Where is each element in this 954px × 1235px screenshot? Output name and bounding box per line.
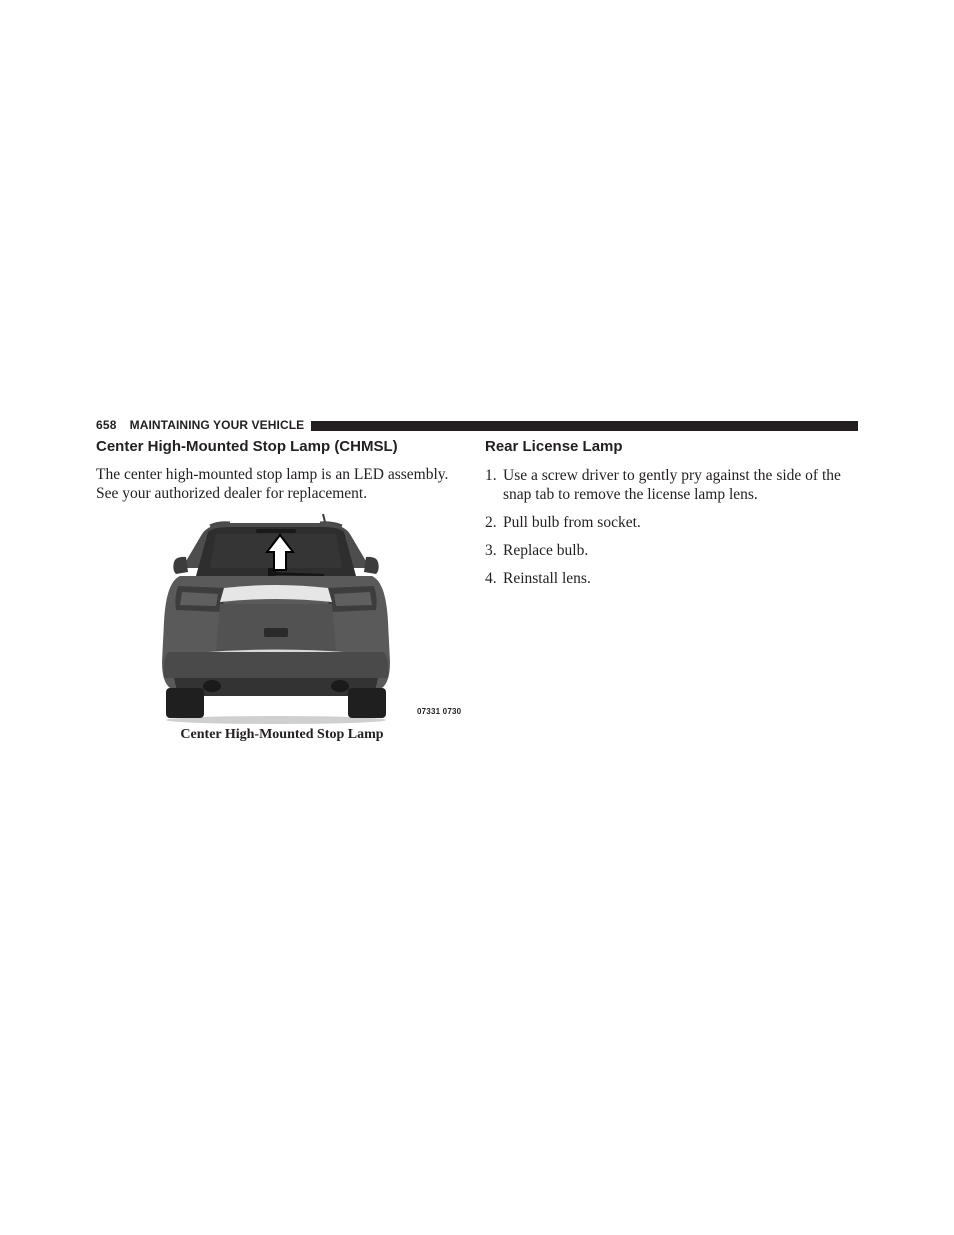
replacement-steps — [485, 466, 861, 597]
step-text: Replace bulb. — [503, 542, 589, 559]
step-item — [485, 541, 861, 560]
step-item — [485, 466, 861, 504]
step-text: Use a screw driver to gently pry against the side of the snap tab to remove the license lamp lens. — [503, 467, 841, 503]
page-number: 658 — [96, 418, 117, 432]
step-number: 2. — [485, 514, 497, 531]
vehicle-rear-view-illustration — [160, 512, 392, 724]
step-number: 4. — [485, 570, 497, 587]
step-text: Reinstall lens. — [503, 570, 591, 587]
figure-code: 07331 0730 — [417, 707, 462, 716]
chmsl-paragraph: The center high-mounted stop lamp is an LED assembly. See your authorized dealer for replacement. — [96, 466, 449, 502]
chmsl-heading: Center High-Mounted Stop Lamp (CHMSL) — [96, 438, 398, 455]
header-rule — [311, 421, 858, 431]
step-number: 1. — [485, 467, 497, 484]
figure-caption: Center High-Mounted Stop Lamp — [180, 727, 384, 742]
rear-license-lamp-heading: Rear License Lamp — [485, 438, 623, 455]
section-title: MAINTAINING YOUR VEHICLE — [129, 418, 305, 432]
step-number: 3. — [485, 542, 497, 559]
step-item — [485, 513, 861, 532]
running-header — [96, 417, 858, 433]
step-text: Pull bulb from socket. — [503, 514, 641, 531]
step-item — [485, 569, 861, 588]
